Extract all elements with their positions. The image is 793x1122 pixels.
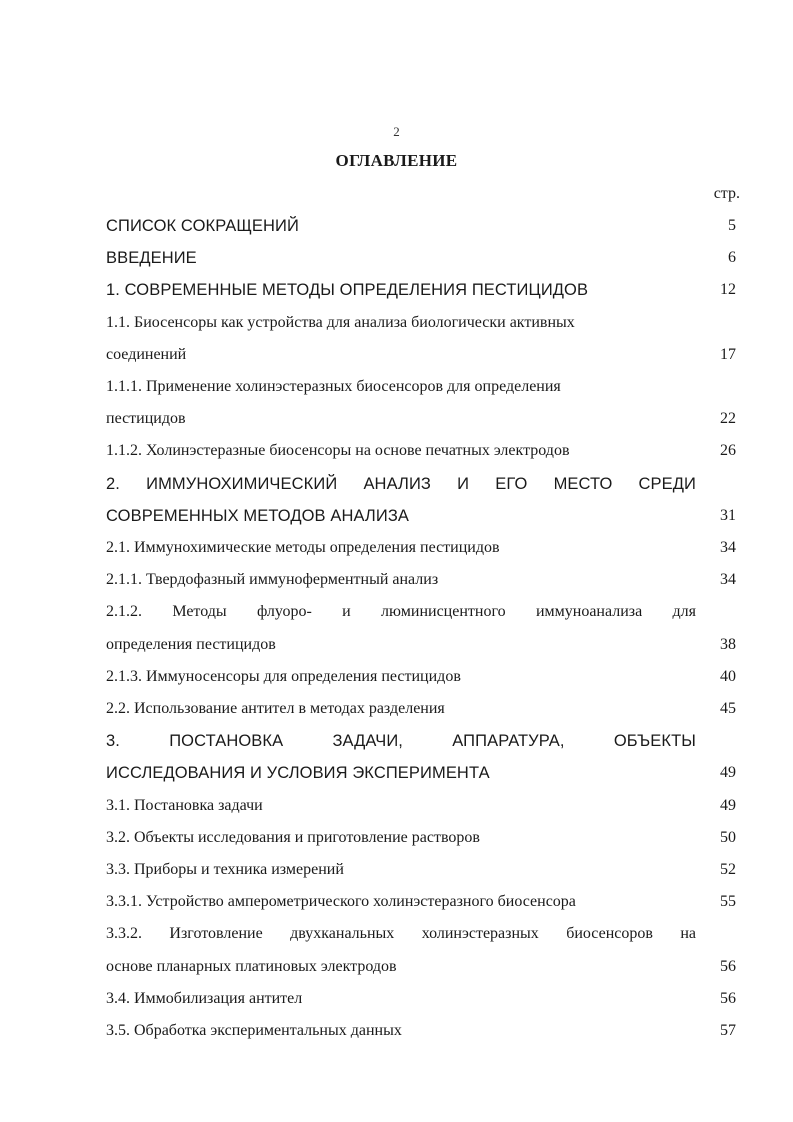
- page-column-label: стр.: [713, 185, 740, 202]
- toc-entry: [106, 274, 736, 306]
- toc-entry: [106, 596, 736, 628]
- toc-entry: [106, 886, 736, 918]
- toc-entry-title: 2.1. Иммунохимические методы определения пестицидов: [106, 539, 500, 556]
- toc-entry-title: 3.5. Обработка экспериментальных данных: [106, 1022, 402, 1039]
- toc-entry: [106, 500, 736, 532]
- toc-entry: [106, 564, 736, 596]
- toc-entry-page: 31: [720, 506, 736, 524]
- toc-entry: [106, 918, 736, 950]
- toc-entry: [106, 307, 736, 339]
- toc-entry-title: ВВЕДЕНИЕ: [106, 249, 197, 268]
- toc-entry-title: 2.1.3. Иммуносенсоры для определения пестицидов: [106, 667, 461, 685]
- toc-entry-title: 1.1. Биосенсоры как устройства для анализа биологически активных: [106, 313, 575, 331]
- page-title: ОГЛАВЛЕНИЕ: [335, 151, 458, 170]
- toc-entry: [106, 532, 736, 564]
- toc-entry: [106, 435, 736, 467]
- toc-entry-page: 45: [720, 700, 736, 717]
- toc-entry-page: 6: [728, 249, 736, 267]
- toc-entry-title: 3.2. Объекты исследования и приготовление растворов: [106, 828, 480, 846]
- toc-entry-title: 2.1.1. Твердофазный иммуноферментный анализ: [106, 571, 439, 589]
- toc-entry-title: 1.1.1. Применение холинэстеразных биосенсоров для определения: [106, 378, 561, 395]
- toc-entry: [106, 725, 736, 757]
- toc-entry: [106, 951, 736, 983]
- toc-entry-title: 3. ПОСТАНОВКА ЗАДАЧИ, АППАРАТУРА, ОБЪЕКТЫ: [106, 732, 696, 751]
- toc-entry-page: 40: [720, 667, 736, 685]
- toc-entry: [106, 403, 736, 435]
- toc-entry-page: 56: [720, 957, 736, 975]
- toc-entry-title: соединений: [106, 345, 187, 363]
- toc-entry: [106, 242, 736, 274]
- toc-entry-page: 17: [720, 345, 736, 363]
- toc-entry-page: 22: [720, 410, 736, 428]
- toc-entry-page: 52: [720, 861, 736, 878]
- toc-entry-title: СОВРЕМЕННЫХ МЕТОДОВ АНАЛИЗА: [106, 506, 409, 525]
- toc-entry-page: 57: [720, 1022, 736, 1039]
- toc-entry-page: 49: [720, 764, 736, 782]
- toc-entry-title: СПИСОК СОКРАЩЕНИЙ: [106, 217, 299, 235]
- toc-entry: [106, 339, 736, 371]
- page-number: 2: [393, 124, 400, 139]
- toc-entry-page: 12: [720, 281, 736, 299]
- toc-entry-title: 1.1.2. Холинэстеразные биосенсоры на основе печатных электродов: [106, 442, 570, 460]
- toc-entry: [106, 854, 736, 886]
- toc-entry-page: 34: [720, 539, 736, 556]
- toc-entry-page: 50: [720, 828, 736, 846]
- toc-entry-page: 26: [720, 442, 736, 460]
- toc-entry-title: 2. ИММУНОХИМИЧЕСКИЙ АНАЛИЗ И ЕГО МЕСТО СРЕДИ: [106, 474, 696, 493]
- toc-entry: [106, 468, 736, 500]
- toc-entry: [106, 790, 736, 822]
- toc-entry-title: 1. СОВРЕМЕННЫЕ МЕТОДЫ ОПРЕДЕЛЕНИЯ ПЕСТИЦИДОВ: [106, 281, 589, 300]
- toc-entry-title: 3.3.1. Устройство амперометрического холинэстеразного биосенсора: [106, 893, 576, 911]
- toc-entry-title: 2.1.2. Методы флуоро- и люминисцентного иммуноанализа для: [106, 603, 696, 621]
- toc-entry-title: определения пестицидов: [106, 635, 276, 653]
- toc-entry: [106, 757, 736, 789]
- toc-entry: [106, 693, 736, 725]
- toc-entry-title: 3.4. Иммобилизация антител: [106, 989, 303, 1007]
- toc-entry: [106, 1015, 736, 1047]
- toc-entry: [106, 371, 736, 403]
- toc-entry-title: основе планарных платиновых электродов: [106, 957, 397, 975]
- toc-entry-title: ИССЛЕДОВАНИЯ И УСЛОВИЯ ЭКСПЕРИМЕНТА: [106, 764, 490, 783]
- toc-entry-title: пестицидов: [106, 410, 186, 428]
- toc-entry-page: 56: [720, 989, 736, 1007]
- toc-entry-title: 3.3. Приборы и техника измерений: [106, 861, 344, 878]
- toc-entry: [106, 983, 736, 1015]
- toc-entry: [106, 661, 736, 693]
- toc-entry-page: 55: [720, 893, 736, 911]
- toc-entry: [106, 629, 736, 661]
- toc-entry-title: 3.3.2. Изготовление двухканальных холинэстеразных биосенсоров на: [106, 925, 696, 943]
- toc-entry-page: 38: [720, 635, 736, 653]
- toc-entry-page: 5: [728, 217, 736, 234]
- toc-entry-title: 2.2. Использование антител в методах разделения: [106, 700, 445, 717]
- toc-entry: [106, 822, 736, 854]
- toc-entry: [106, 210, 736, 242]
- toc-entry-page: 49: [720, 796, 736, 814]
- toc-entry-page: 34: [720, 571, 736, 589]
- toc-entry-title: 3.1. Постановка задачи: [106, 796, 263, 814]
